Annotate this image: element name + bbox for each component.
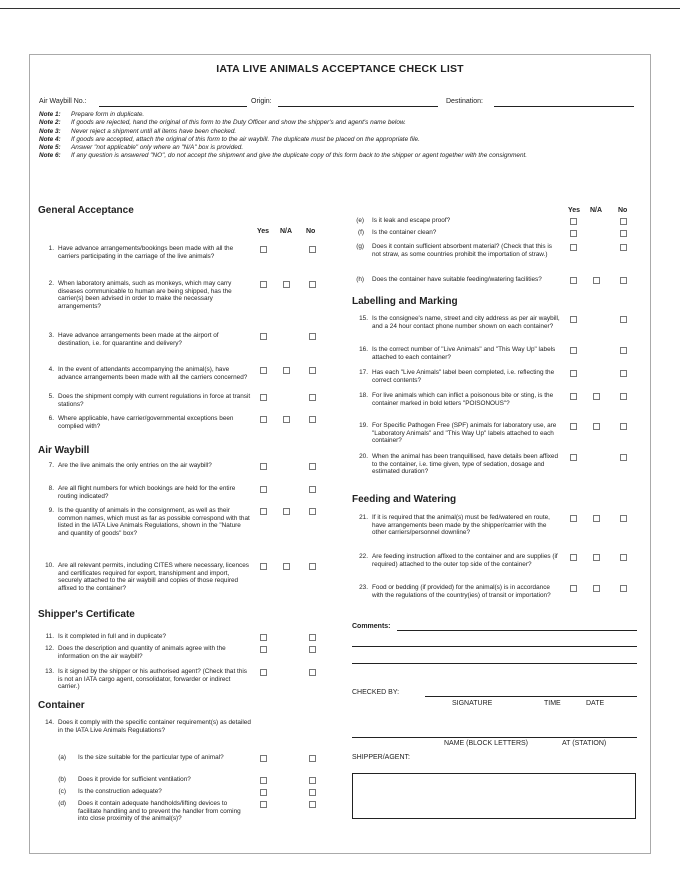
- question-number: 4.: [48, 366, 54, 373]
- question-q14a-no-checkbox[interactable]: [309, 755, 316, 762]
- origin-input[interactable]: [278, 106, 438, 107]
- question-q16-text: Is the correct number of "Live Animals" and "This Way Up" labels attached to each container?: [372, 346, 556, 361]
- question-q18-text: For live animals which can inflict a poisonous bite or sting, is the container marked in bold letters "POISONOUS"?: [372, 392, 554, 407]
- question-q15-text: Is the consignee's name, street and city address as per air waybill, and a 24 hour contact phone number shown on each container?: [372, 315, 560, 330]
- question-q23-no-checkbox[interactable]: [620, 585, 627, 592]
- question-q17-text: Has each "Live Animals" label been completed, i.e. reflecting the correct contents?: [372, 369, 555, 384]
- question-q21-na-checkbox[interactable]: [593, 515, 600, 522]
- question-q3-no-checkbox[interactable]: [309, 333, 316, 340]
- question-q14a-yes-checkbox[interactable]: [260, 755, 267, 762]
- top-rule: [0, 0, 680, 9]
- station-caption: AT (STATION): [562, 740, 607, 747]
- question-q17-no-checkbox[interactable]: [620, 370, 627, 377]
- question-number: 19.: [359, 422, 368, 429]
- question-number: 16.: [359, 346, 368, 353]
- question-q12-text: Does the description and quantity of animals agree with the information on the air waybill?: [58, 645, 226, 660]
- section-airwaybill: Air Waybill: [38, 445, 90, 456]
- question-q18-na-checkbox[interactable]: [593, 393, 600, 400]
- question-number: 1.: [48, 245, 54, 252]
- section-labelling: Labelling and Marking: [352, 296, 458, 307]
- signature-caption: SIGNATURE: [452, 700, 493, 707]
- question-q14e-no-checkbox[interactable]: [620, 218, 627, 225]
- question-q6-text: Where applicable, have carrier/governmental exceptions been complied with?: [58, 415, 234, 430]
- question-number: (h): [356, 276, 364, 283]
- question-number: (f): [357, 229, 364, 236]
- question-q19-no-checkbox[interactable]: [620, 423, 627, 430]
- question-q13-text: Is it signed by the shipper or his authorised agent? (Check that this is not an IATA cargo agent, consolidator, forwarder or indirect carrier.): [58, 668, 247, 690]
- question-q1-text: Have advance arrangements/bookings been made with all the carriers participating in the carriage of the live animals?: [58, 245, 234, 260]
- question-q14g-text: Does it contain sufficient absorbent material? (Check that this is not straw, as some countries prohibit the importation of straw.): [372, 243, 552, 258]
- question-q2-no-checkbox[interactable]: [309, 281, 316, 288]
- question-q2-yes-checkbox[interactable]: [260, 281, 267, 288]
- question-q21-no-checkbox[interactable]: [620, 515, 627, 522]
- question-q22-no-checkbox[interactable]: [620, 554, 627, 561]
- question-q13-yes-checkbox[interactable]: [260, 669, 267, 676]
- question-q8-text: Are all flight numbers for which bookings are held for the entire routing indicated?: [58, 485, 236, 500]
- question-q9-yes-checkbox[interactable]: [260, 508, 267, 515]
- header-fields: [39, 98, 644, 110]
- time-caption: TIME: [544, 700, 561, 707]
- question-q19-text: For Specific Pathogen Free (SPF) animals for laboratory use, are "Laboratory Animals" and "This Way Up" labels attached to each container?: [372, 422, 557, 444]
- shipper-agent-label: SHIPPER/AGENT:: [352, 754, 410, 761]
- question-q3-yes-checkbox[interactable]: [260, 333, 267, 340]
- question-number: (g): [356, 243, 364, 250]
- question-q13-no-checkbox[interactable]: [309, 669, 316, 676]
- question-q10-no-checkbox[interactable]: [309, 563, 316, 570]
- question-q14d-yes-checkbox[interactable]: [260, 801, 267, 808]
- name-line[interactable]: [352, 737, 637, 738]
- question-q18-no-checkbox[interactable]: [620, 393, 627, 400]
- question-q14a-text: Is the size suitable for the particular type of animal?: [78, 754, 224, 761]
- question-number: 7.: [48, 462, 54, 469]
- question-q7-text: Are the live animals the only entries on the air waybill?: [58, 462, 212, 469]
- question-q10-text: Are all relevant permits, including CITES where necessary, licences and certificates required for export, transhipment and import, securely attached to the air waybill and copies of those required affixed to the container?: [58, 562, 249, 592]
- question-q3-text: Have advance arrangements been made at the airport of destination, i.e. for quarantine and delivery?: [58, 332, 219, 347]
- comments-line-2[interactable]: [352, 646, 637, 647]
- question-q14-text: Does it comply with the specific container requirement(s) as detailed in the IATA Live Animals Regulations?: [58, 719, 251, 734]
- checked-by-label: CHECKED BY:: [352, 689, 400, 696]
- question-q18-yes-checkbox[interactable]: [570, 393, 577, 400]
- question-q11-text: Is it completed in full and in duplicate?: [58, 633, 166, 640]
- question-q14h-na-checkbox[interactable]: [593, 277, 600, 284]
- question-number: 22.: [359, 553, 368, 560]
- question-q14b-no-checkbox[interactable]: [309, 777, 316, 784]
- question-q5-yes-checkbox[interactable]: [260, 394, 267, 401]
- comments-label: Comments:: [352, 623, 391, 630]
- question-number: (d): [58, 800, 66, 807]
- note-4: Note 4: If goods are accepted, attach the original of this form to the air waybill. The duplicate must be placed on the appropriate file.: [39, 135, 420, 143]
- question-number: (e): [356, 217, 364, 224]
- question-q14e-text: Is it leak and escape proof?: [372, 217, 451, 224]
- question-q6-no-checkbox[interactable]: [309, 416, 316, 423]
- question-q20-no-checkbox[interactable]: [620, 454, 627, 461]
- question-number: 13.: [45, 668, 54, 675]
- question-q2-na-checkbox[interactable]: [283, 281, 290, 288]
- question-q4-no-checkbox[interactable]: [309, 367, 316, 374]
- question-q14c-no-checkbox[interactable]: [309, 789, 316, 796]
- question-q23-text: Food or bedding (if provided) for the animal(s) is in accordance with the regulations of the country(ies) of transit or importation?: [372, 584, 551, 599]
- form-title: IATA LIVE ANIMALS ACCEPTANCE CHECK LIST: [216, 63, 464, 75]
- question-number: 2.: [48, 280, 54, 287]
- question-q14f-yes-checkbox[interactable]: [570, 230, 577, 237]
- shipper-agent-box[interactable]: [352, 773, 636, 819]
- question-number: (c): [58, 788, 66, 795]
- destination-input[interactable]: [494, 106, 634, 107]
- question-number: 6.: [48, 415, 54, 422]
- question-q8-no-checkbox[interactable]: [309, 486, 316, 493]
- question-q5-no-checkbox[interactable]: [309, 394, 316, 401]
- question-q6-yes-checkbox[interactable]: [260, 416, 267, 423]
- question-number: 15.: [359, 315, 368, 322]
- question-q14g-no-checkbox[interactable]: [620, 244, 627, 251]
- checked-by-line[interactable]: [425, 696, 637, 697]
- question-number: 9.: [48, 507, 54, 514]
- question-q14h-text: Does the container have suitable feeding/watering facilities?: [372, 276, 542, 283]
- note-5: Note 5: Answer "not applicable" only where an "N/A" box is provided.: [39, 144, 244, 152]
- question-q9-text: Is the quantity of animals in the consignment, as well as their common names, which must as far as possible correspond with that listed in the IATA Live Animals Regulations, shown in the "Nature and quantity of goods" box?: [58, 507, 250, 537]
- col-yes-right: Yes: [568, 207, 581, 214]
- section-shipper: Shipper's Certificate: [38, 609, 135, 620]
- destination-label: Destination:: [446, 98, 483, 105]
- col-no-left: No: [306, 228, 316, 235]
- question-number: 20.: [359, 453, 368, 460]
- question-number: 21.: [359, 514, 368, 521]
- section-general-acceptance: General Acceptance: [38, 205, 134, 216]
- question-number: (a): [58, 754, 66, 761]
- question-q14c-yes-checkbox[interactable]: [260, 789, 267, 796]
- question-q11-yes-checkbox[interactable]: [260, 634, 267, 641]
- left-column: [30, 205, 330, 845]
- question-q16-yes-checkbox[interactable]: [570, 347, 577, 354]
- question-number: 10.: [45, 562, 54, 569]
- question-q9-na-checkbox[interactable]: [283, 508, 290, 515]
- name-caption: NAME (BLOCK LETTERS): [444, 740, 529, 747]
- question-q6-na-checkbox[interactable]: [283, 416, 290, 423]
- note-1: Note 1: Prepare form in duplicate.: [39, 111, 145, 118]
- question-q23-na-checkbox[interactable]: [593, 585, 600, 592]
- comments-line-3[interactable]: [352, 663, 637, 664]
- note-3: Note 3: Never reject a shipment until all items have been checked.: [39, 127, 237, 135]
- note-2: Note 2: If goods are rejected, hand the original of this form to the Duty Officer and show the shipper's and agent's name below.: [39, 119, 406, 127]
- question-q7-no-checkbox[interactable]: [309, 463, 316, 470]
- question-q12-no-checkbox[interactable]: [309, 646, 316, 653]
- question-q14e-yes-checkbox[interactable]: [570, 218, 577, 225]
- question-q14b-yes-checkbox[interactable]: [260, 777, 267, 784]
- col-na-right: N/A: [590, 207, 603, 214]
- question-q19-na-checkbox[interactable]: [593, 423, 600, 430]
- question-q22-text: Are feeding instruction affixed to the container and are supplies (if required) attached to the outer top side of the container?: [372, 553, 558, 568]
- question-q7-yes-checkbox[interactable]: [260, 463, 267, 470]
- question-q20-text: When the animal has been tranquillised, have details been affixed to the container, i.e. time given, type of sedation, dosage and estimated duration?: [372, 453, 559, 475]
- question-number: 23.: [359, 584, 368, 591]
- question-q22-yes-checkbox[interactable]: [570, 554, 577, 561]
- origin-label: Origin:: [251, 98, 272, 105]
- question-number: 18.: [359, 392, 368, 399]
- question-q11-no-checkbox[interactable]: [309, 634, 316, 641]
- question-q14d-no-checkbox[interactable]: [309, 801, 316, 808]
- question-number: 17.: [359, 369, 368, 376]
- question-q17-yes-checkbox[interactable]: [570, 370, 577, 377]
- question-q15-yes-checkbox[interactable]: [570, 316, 577, 323]
- date-caption: DATE: [586, 700, 605, 707]
- question-q14h-yes-checkbox[interactable]: [570, 277, 577, 284]
- question-q2-text: When laboratory animals, such as monkeys, which may carry diseases communicable to human are being shipped, has the carrier(s) been advised in order to make the necessary arrangements?: [58, 280, 232, 310]
- question-number: 3.: [48, 332, 54, 339]
- question-q14c-text: Is the construction adequate?: [78, 788, 162, 795]
- col-na-left: N/A: [280, 228, 293, 235]
- section-feeding: Feeding and Watering: [352, 494, 457, 505]
- col-yes-left: Yes: [257, 228, 270, 235]
- question-number: 8.: [48, 485, 54, 492]
- question-q10-na-checkbox[interactable]: [283, 563, 290, 570]
- question-q4-na-checkbox[interactable]: [283, 367, 290, 374]
- question-number: (b): [58, 776, 66, 783]
- question-q14b-text: Does it provide for sufficient ventilation?: [78, 776, 191, 783]
- comments-line-1[interactable]: [397, 630, 637, 631]
- question-number: 5.: [48, 393, 54, 400]
- airwaybill-label: Air Waybill No.:: [39, 98, 87, 105]
- note-6: Note 6: If any question is answered "NO", do not accept the shipment and give the duplicate copy of this form back to the shipper or agent together with the consignment.: [39, 152, 528, 160]
- question-q8-yes-checkbox[interactable]: [260, 486, 267, 493]
- question-q20-yes-checkbox[interactable]: [570, 454, 577, 461]
- question-q15-no-checkbox[interactable]: [620, 316, 627, 323]
- question-q10-yes-checkbox[interactable]: [260, 563, 267, 570]
- question-q16-no-checkbox[interactable]: [620, 347, 627, 354]
- question-number: 14.: [45, 719, 54, 726]
- question-q12-yes-checkbox[interactable]: [260, 646, 267, 653]
- question-q14h-no-checkbox[interactable]: [620, 277, 627, 284]
- question-q19-yes-checkbox[interactable]: [570, 423, 577, 430]
- question-q4-yes-checkbox[interactable]: [260, 367, 267, 374]
- question-q21-text: If it is required that the animal(s) must be fed/watered en route, have arrangements been made by the shipper/carrier with the other carriers/personnel downline?: [372, 514, 550, 536]
- section-container: Container: [38, 700, 85, 711]
- question-q4-text: In the event of attendants accompanying the animal(s), have advance arrangements been made with all the carriers concerned?: [58, 366, 248, 381]
- signature-area: [352, 623, 642, 848]
- col-no-right: No: [618, 207, 628, 214]
- question-q14g-yes-checkbox[interactable]: [570, 244, 577, 251]
- question-q22-na-checkbox[interactable]: [593, 554, 600, 561]
- question-q9-no-checkbox[interactable]: [309, 508, 316, 515]
- airwaybill-input[interactable]: [99, 106, 247, 107]
- question-number: 12.: [45, 645, 54, 652]
- form-page: [29, 54, 651, 854]
- question-q14f-text: Is the container clean?: [372, 229, 437, 236]
- question-q14f-no-checkbox[interactable]: [620, 230, 627, 237]
- question-q21-yes-checkbox[interactable]: [570, 515, 577, 522]
- question-number: 11.: [45, 633, 54, 640]
- question-q14d-text: Does it contain adequate handholds/lifting devices to facilitate handling and to prevent the handler from coming into close proximity of the animal(s)?: [78, 800, 241, 822]
- question-q1-no-checkbox[interactable]: [309, 246, 316, 253]
- notes-list: [39, 111, 644, 161]
- question-q23-yes-checkbox[interactable]: [570, 585, 577, 592]
- question-q1-yes-checkbox[interactable]: [260, 246, 267, 253]
- question-q5-text: Does the shipment comply with current regulations in force at transit stations?: [58, 393, 251, 408]
